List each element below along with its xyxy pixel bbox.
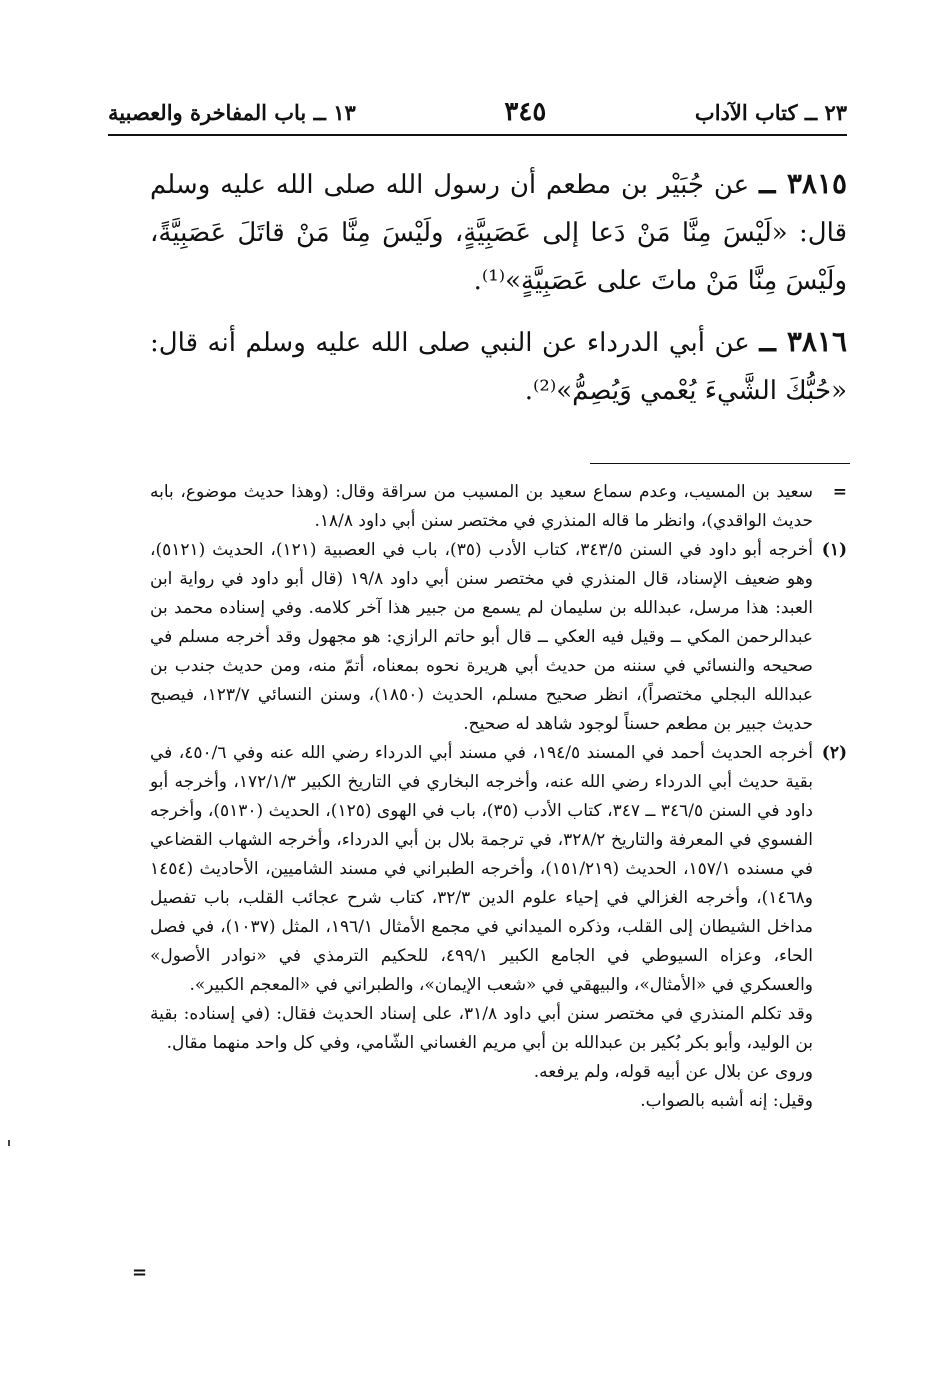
continuation-mark: = [832, 482, 847, 502]
hadith-3816 [150, 318, 847, 415]
footnote-line: وروى عن بلال عن أبيه قوله، ولم يرفعه. [533, 1062, 813, 1082]
footnote-2 [150, 739, 847, 1000]
chapter-title: ٢٣ ــ كتاب الآداب [694, 99, 847, 125]
footnote-divider [590, 463, 850, 464]
page-header [108, 92, 847, 132]
hadith-text: عن أبي الدرداء عن النبي صلى الله عليه وسلم أنه قال: «حُبُّكَ الشَّيءَ يُعْمي وَيُصِمُّ»⁽²⁾. [150, 328, 847, 406]
footnote-1 [150, 536, 847, 739]
header-divider [108, 134, 847, 136]
footnote-continued [150, 478, 847, 536]
footnote-text: أخرجه الحديث أحمد في المسند ١٩٤/٥، في مسند أبي الدرداء رضي الله عنه وفي ٤٥٠/٦، في بقية حديث أبي الدرداء رضي الله عنه، وأخرجه البخاري في التاريخ الكبير ١٧٢/١/٣، وأخرجه أبو داود في السنن ٣٤٦/٥ ــ ٣٤٧، كتاب الأدب (٣٥)، باب في الهوى (١٢٥)، الحديث (٥١٣٠)، وأخرجه الفسوي في المعرفة والتاريخ ٣٢٨/٢، في ترجمة بلال بن أبي الدرداء، وأخرجه الشهاب القضاعي في مسنده ١٥٧/١، الحديث (١٥١/٢١٩)، وأخرجه الطبراني في مسند الشاميين، الأحاديث (١٤٥٤ و١٤٦٨)، وأخرجه الغزالي في إحياء علوم الدين ٣٢/٣، كتاب شرح عجائب القلب، باب تفصيل مداخل الشيطان إلى القلب، وذكره الميداني في مجمع الأمثال ١٩٦/١، المثل (١٠٣٧)، في فصل الحاء، وعزاه السيوطي في الجامع الكبير ٤٩٩/١، للحكيم الترمذي في «نوادر الأصول» والعسكري في «الأمثال»، والبيهقي في «شعب الإيمان»، والطبراني في «المعجم الكبير». [150, 743, 814, 995]
section-title: ١٣ ــ باب المفاخرة والعصبية [108, 99, 356, 125]
hadith-number: ٣٨١٦ ــ [759, 325, 847, 358]
footnote-text: أخرجه أبو داود في السنن ٣٤٣/٥، كتاب الأدب (٣٥)، باب في العصبية (١٢١)، الحديث (٥١٢١)، وهو ضعيف الإسناد، قال المنذري في مختصر سنن أبي داود ١٩/٨ (قال أبو داود في رواية ابن العبد: هذا مرسل، عبدالله بن سليمان لم يسمع من جبير هذا آخر كلامه. وفي إسناده محمد بن عبدالرحمن المكي ــ وقيل فيه العكي ــ قال أبو حاتم الرازي: هو مجهول وقد أخرجه مسلم في صحيحه والنسائي في سننه من حديث أبي هريرة نحوه بمعناه، أتمّ منه، ومن حديث جندب بن عبدالله البجلي مختصراً)، انظر صحيح مسلم، الحديث (١٨٥٠)، وسنن النسائي ١٢٣/٧، فيصبح حديث جبير بن مطعم حسناً لوجود شاهد له صحيح. [150, 540, 813, 734]
hadith-3815 [150, 160, 847, 305]
footnote-marker: (١) [821, 540, 847, 560]
hadith-number: ٣٨١٥ ــ [759, 167, 848, 200]
scan-speck [8, 1140, 10, 1146]
hadith-text: عن جُبَيْر بن مطعم أن رسول الله صلى الله عليه وسلم قال: «لَيْسَ مِنَّا مَنْ دَعا إلى عَصَبِيَّةٍ، ولَيْسَ مِنَّا مَنْ قاتَلَ عَصَبِيَّةً، ولَيْسَ مِنَّا مَنْ ماتَ على عَصَبِيَّةٍ»⁽¹⁾. [150, 170, 847, 296]
footnote-text: سعيد بن المسيب، وعدم سماع سعيد بن المسيب من سراقة وقال: (وهذا حديث موضوع، بابه حديث الواقدي)، وانظر ما قاله المنذري في مختصر سنن أبي داود ١٨/٨. [150, 482, 813, 531]
page-number: ٣٤٥ [504, 97, 547, 127]
footnote-paragraph: وقد تكلم المنذري في مختصر سنن أبي داود ٣١/٨، على إسناد الحديث فقال: (في إسناده: بقية بن الوليد، وأبو بكر بُكير بن عبدالله بن أبي مريم الغساني الشّامي، وفي كل واحد منهما مقال. [150, 1004, 813, 1053]
continuation-mark: = [132, 1262, 148, 1283]
footnote-line: وقيل: إنه أشبه بالصواب. [640, 1091, 813, 1111]
footnotes [150, 478, 847, 1116]
footnote-marker: (٢) [821, 743, 847, 763]
